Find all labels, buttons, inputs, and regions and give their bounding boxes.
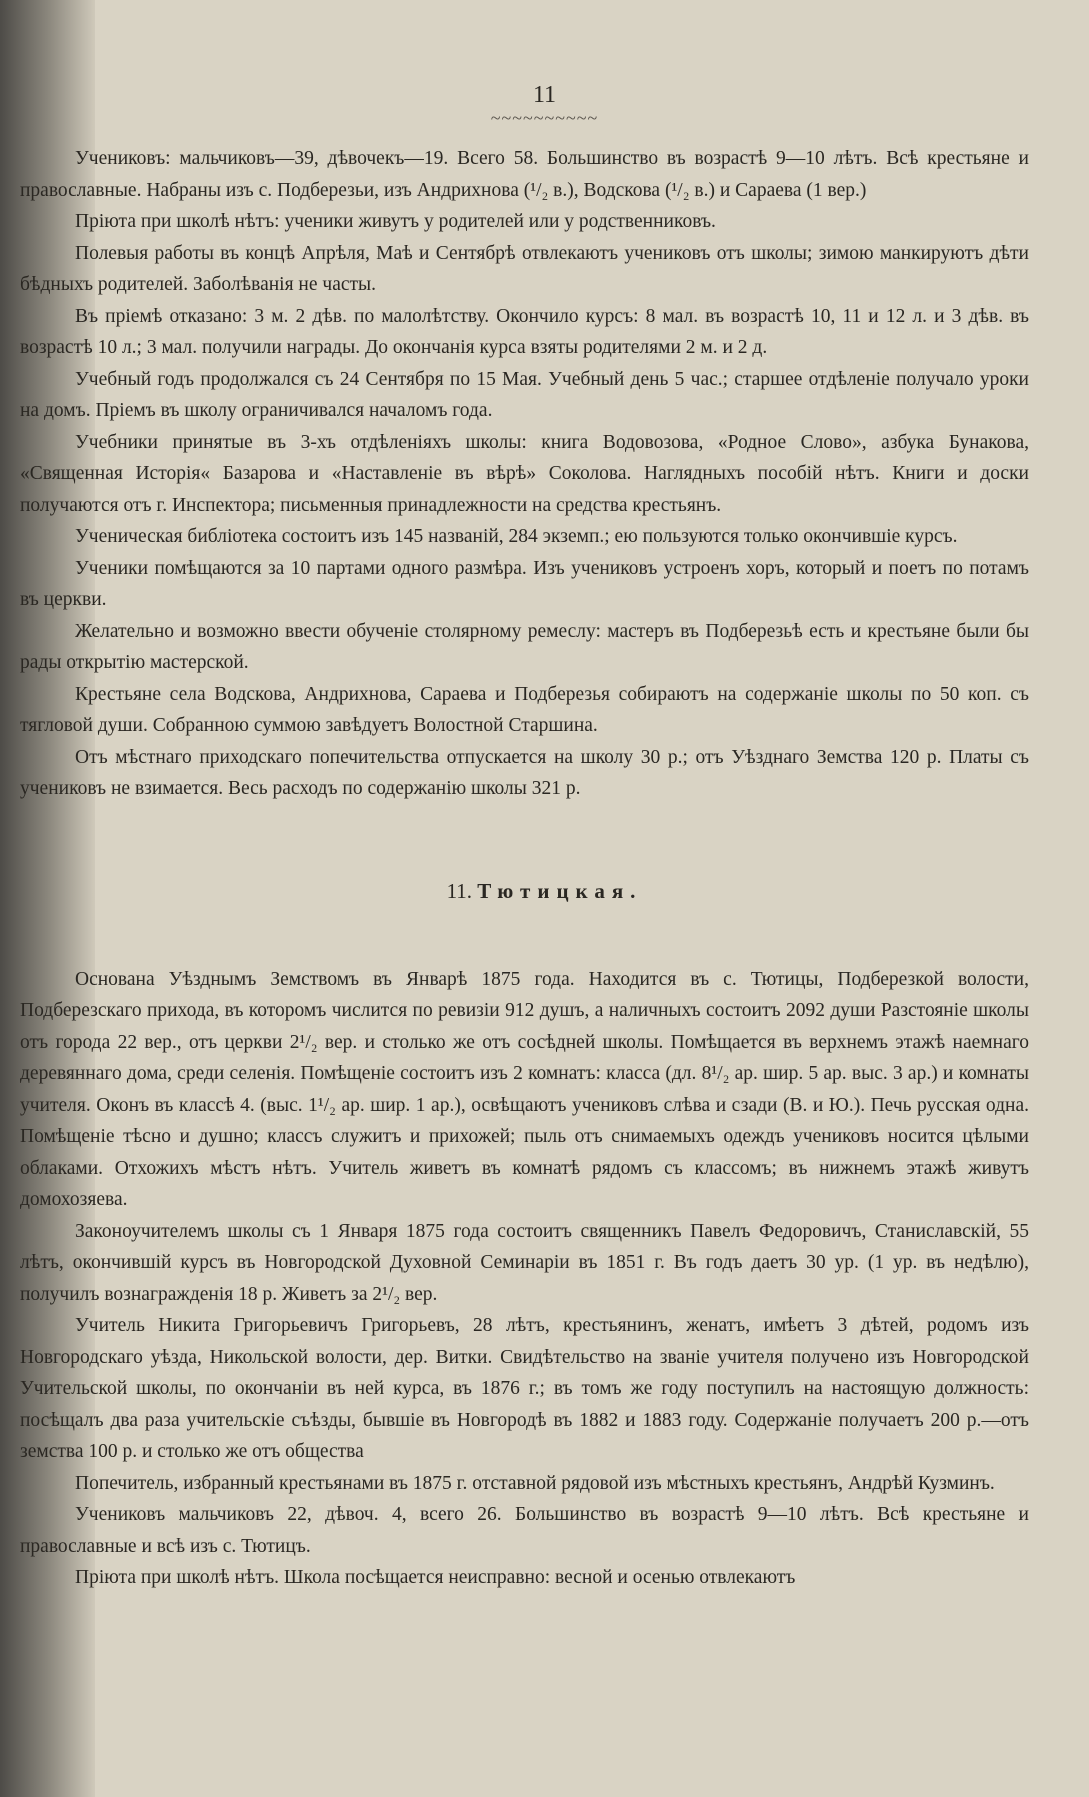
paragraph: Учебный годъ продолжался съ 24 Сентября по 15 Мая. Учебный день 5 час.; старшее отдѣленіе получало уроки на домъ. Пріемъ въ школу ограничивался началомъ года. — [20, 368, 1029, 421]
previous-section-body — [20, 143, 1029, 805]
section-body — [20, 964, 1029, 1594]
paragraph: Учениковъ: мальчиковъ—39, дѣвочекъ—19. Всего 58. Большинство въ возрастѣ 9—10 лѣтъ. Всѣ крестьяне и православные. Набраны изъ с. Подберезьи, изъ Андрихнова (¹/₂ в.), Водскова (¹/₂ в.) и Сараева (1 вер.) — [20, 148, 1029, 201]
paragraph: Въ пріемѣ отказано: 3 м. 2 дѣв. по малолѣтству. Окончило курсъ: 8 мал. въ возрастѣ 10, 11 и 12 л. и 3 дѣв. въ возрастѣ 10 л.; 3 мал. получили награды. До окончанія курса взяты родителями 2 м. и 2 д. — [20, 305, 1029, 358]
paragraph: Основана Уѣзднымъ Земствомъ въ Январѣ 1875 года. Находится въ с. Тютицы, Подберезкой волости, Подберезскаго прихода, въ которомъ числится по ревизіи 912 душъ, а наличныхъ состоитъ 2092 души Разстояніе школы отъ города 22 вер., отъ церкви 2¹/₂ вер. и столько же отъ сосѣдней школы. Помѣщается въ верхнемъ этажѣ наемнаго деревяннаго дома, среди селенія. Помѣщеніе состоитъ изъ 2 комнатъ: класса (дл. 8¹/₂ ар. шир. 5 ар. выс. 3 ар.) и комнаты учителя. Оконъ въ классѣ 4. (выс. 1¹/₂ ар. шир. 1 ар.), освѣщаютъ учениковъ слѣва и сзади (В. и Ю.). Печь русская одна. Помѣщеніе тѣсно и душно; классъ служитъ и прихожей; пыль отъ снимаемыхъ одеждъ учениковъ носится цѣлыми облаками. Отхожихъ мѣстъ нѣтъ. Учитель живетъ въ комнатѣ рядомъ съ классомъ; въ нижнемъ этажѣ живутъ домохозяева. — [20, 968, 1029, 1210]
paragraph: Попечитель, избранный крестьянами въ 1875 г. отставной рядовой изъ мѣстныхъ крестьянъ, Андрѣй Кузминъ. — [75, 1472, 995, 1494]
paragraph: Крестьяне села Водскова, Андрихнова, Сараева и Подберезья собираютъ на содержаніе школы по 50 коп. съ тягловой души. Собранною суммою завѣдуетъ Волостной Старшина. — [20, 683, 1029, 736]
paragraph: Учениковъ мальчиковъ 22, дѣвоч. 4, всего 26. Большинство въ возрастѣ 9—10 лѣтъ. Всѣ крестьяне и православные и всѣ изъ с. Тютицъ. — [20, 1504, 1029, 1557]
paragraph: Пріюта при школѣ нѣтъ: ученики живутъ у родителей или у родственниковъ. — [75, 211, 716, 232]
paragraph: Законоучителемъ школы съ 1 Января 1875 года состоитъ священникъ Павелъ Федоровичъ, Станиславскій, 55 лѣтъ, окончившій курсъ въ Новгородской Духовной Семинаріи въ 1851 г. Въ годъ даетъ 30 ур. (1 ур. въ недѣлю), получилъ вознагражденія 18 р. Живетъ за 2¹/₂ вер. — [20, 1220, 1029, 1305]
paragraph: Ученическая библіотека состоитъ изъ 145 названій, 284 экземп.; ею пользуются только окончившіе курсъ. — [75, 526, 958, 547]
section-number: 11. — [446, 878, 473, 903]
page-number: 11 — [532, 82, 557, 108]
paragraph: Ученики помѣщаются за 10 партами одного размѣра. Изъ учениковъ устроенъ хоръ, который и поетъ по потамъ въ церкви. — [20, 557, 1029, 610]
paragraph: Учебники принятые въ 3-хъ отдѣленіяхъ школы: книга Водовозова, «Родное Слово», азбука Бунакова, «Священная Исторія« Базарова и «Наставленіе въ вѣрѣ» Соколова. Наглядныхъ пособій нѣтъ. Книги и доски получаются отъ г. Инспектора; письменныя принадлежности на средства крестьянъ. — [20, 431, 1029, 516]
paragraph: Желательно и возможно ввести обученіе столярному ремеслу: мастеръ въ Подберезьѣ есть и крестьяне были бы рады открытію мастерской. — [20, 620, 1029, 673]
section-name: Тютицкая. — [477, 878, 643, 903]
header-ornament: ~~~~~~~~~~ — [490, 108, 599, 128]
paragraph: Пріюта при школѣ нѣтъ. Школа посѣщается неисправно: весной и осенью отвлекаютъ — [75, 1567, 796, 1588]
paragraph: Отъ мѣстнаго приходскаго попечительства отпускается на школу 30 р.; отъ Уѣзднаго Земства 120 р. Платы съ учениковъ не взимается. Весь расходъ по содержанію школы 321 р. — [20, 746, 1029, 799]
paragraph: Полевыя работы въ концѣ Апрѣля, Маѣ и Сентябрѣ отвлекаютъ учениковъ отъ школы; зимою манкируютъ дѣти бѣдныхъ родителей. Заболѣванія не часты. — [20, 242, 1029, 295]
paragraph: Учитель Никита Григорьевичъ Григорьевъ, 28 лѣтъ, крестьянинъ, женатъ, имѣетъ 3 дѣтей, родомъ изъ Новгородскаго уѣзда, Никольской волости, дер. Витки. Свидѣтельство на званіе учителя получено изъ Новгородской Учительской школы, по окончаніи въ ней курса, въ 1876 г.; въ томъ же году поступилъ на настоящую должность: посѣщалъ два раза учительскіе съѣзды, бывшіе въ Новгородѣ въ 1882 и 1883 году. Содержаніе получаетъ 200 р.—отъ земства 100 р. и столько же отъ общества — [20, 1315, 1029, 1462]
section-heading — [20, 879, 1029, 904]
